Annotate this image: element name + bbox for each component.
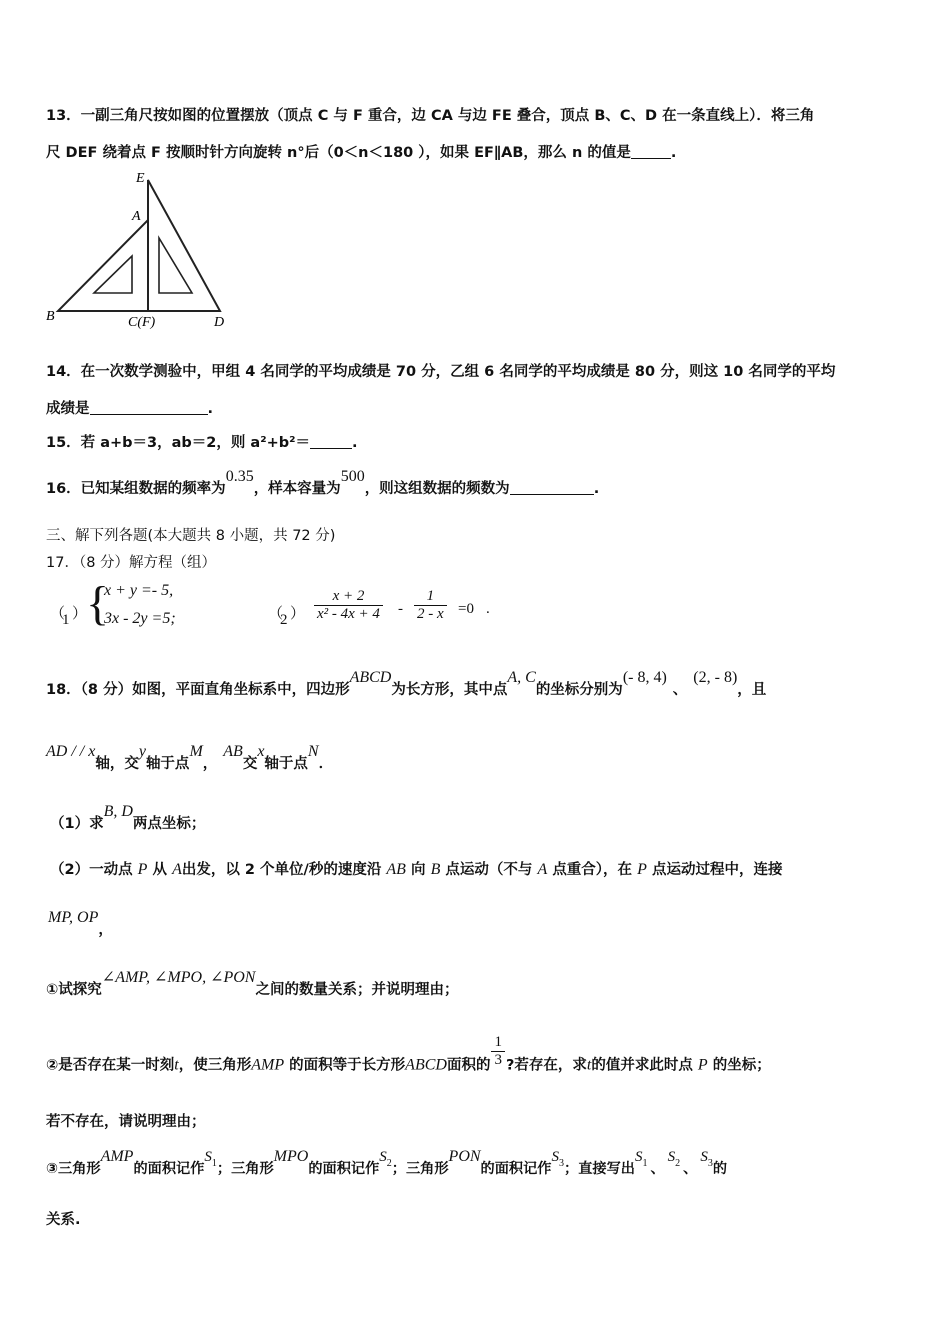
q16-sample-size: 500 [340, 468, 365, 485]
q17-part2-label-open: （ [268, 606, 284, 622]
q17-end: . [486, 601, 490, 617]
q16-line: 16．已知某组数据的频率为0.35，样本容量为500，则这组数据的频数为 . [46, 468, 600, 497]
q17-part2 [268, 588, 528, 638]
q17-equation1: x + y =- 5, [104, 582, 174, 599]
q18-line2: AD / / x轴，交y轴于点M，AB交x轴于点N． [46, 743, 334, 772]
q17-part2-label-close: ） [290, 606, 306, 622]
section3-title: 三、解下列各题(本大题共 8 小题，共 72 分) [46, 528, 336, 544]
q14-answer-blank[interactable] [90, 414, 208, 415]
q18-item1: ①试探究∠AMP, ∠MPO, ∠PON之间的数量关系；并说明理由； [46, 969, 459, 998]
q17-part1-label-num: 1 [62, 612, 70, 628]
q18-item2-line1: ②是否存在某一时刻t，使三角形AMP 的面积等于长方形ABCD面积的 $\frac{1}{3}$ ?若存在，求t的值并求此时点 P 的坐标； [46, 1034, 771, 1074]
q14-line1: 14．在一次数学测验中，甲组 4 名同学的平均成绩是 70 分，乙组 6 名同学的平均成绩是 80 分，则这 10 名同学的平均 [46, 364, 836, 380]
triangle-abc [58, 220, 148, 311]
q18-part2-line2: MP, OP， [48, 909, 113, 938]
q17-equation2: 3x - 2y =5; [104, 610, 176, 627]
q14-line2: 成绩是 . [46, 401, 214, 417]
label-cf: C(F) [128, 315, 156, 330]
q17-part2-label-num: 2 [280, 612, 288, 628]
label-b: B [46, 309, 55, 324]
q15-answer-blank[interactable] [310, 448, 352, 449]
inner-cutout-left [94, 256, 132, 293]
q13-answer-blank[interactable] [631, 158, 671, 159]
q18-part2-line1: （2）一动点 P 从 A出发，以 2 个单位/秒的速度沿 AB 向 B 点运动（不与 A 点重合），在 P 点运动过程中，连接 [50, 861, 783, 878]
q17-brace: { [86, 577, 110, 630]
q17-part1-label-open: （ [50, 606, 66, 622]
label-d: D [214, 315, 225, 330]
q17-fraction1: $\frac{x + 2}{\text{x² - 4x + 4}}$ [314, 588, 383, 623]
q17-rhs: =0 [458, 601, 474, 617]
label-a: A [132, 209, 141, 224]
q17-minus: - [398, 601, 403, 617]
q18-one-third: $\frac{1}{3}$ [491, 1034, 505, 1069]
q18-line1: 18．（8 分）如图，平面直角坐标系中，四边形ABCD为长方形，其中点A, C的坐标分别为(- 8, 4)、(2, - 8)，且 [46, 669, 767, 698]
q16-frequency: 0.35 [225, 468, 254, 485]
q16-answer-blank[interactable] [510, 494, 594, 495]
q17-title: 17．（8 分）解方程（组） [46, 555, 217, 571]
q18-item3-line1: ③三角形AMP的面积记作$S_1$；三角形MPO的面积记作$S_2$；三角形PON的面积记作$S_3$；直接写出$S_1$ 、$S_2$ 、$S_3$的 [46, 1148, 728, 1177]
q18-part1: （1）求B, D两点坐标； [50, 803, 206, 832]
q15-line: 15．若 a+b＝3，ab＝2，则 a²+b²＝ . [46, 435, 358, 451]
q18-item3-line2: 关系. [46, 1212, 81, 1228]
label-e: E [136, 171, 145, 186]
q18-item2-line2: 若不存在，请说明理由； [46, 1114, 206, 1130]
triangle-ruler-figure [44, 168, 234, 333]
q17-part1-label-close: ） [72, 606, 88, 622]
q13-line2: 尺 DEF 绕着点 F 按顺时针方向旋转 n°后（0＜n＜180 ），如果 EF∥AB，那么 n 的值是 . [46, 145, 677, 161]
inner-cutout-right [159, 238, 192, 293]
q13-line1: 13．一副三角尺按如图的位置摆放（顶点 C 与 F 重合，边 CA 与边 FE 叠合，顶点 B、C、D 在一条直线上）．将三角 [46, 108, 815, 124]
q17-fraction2: $\frac{1}{2 - x}$ [414, 588, 447, 623]
q17-part1 [50, 577, 250, 640]
